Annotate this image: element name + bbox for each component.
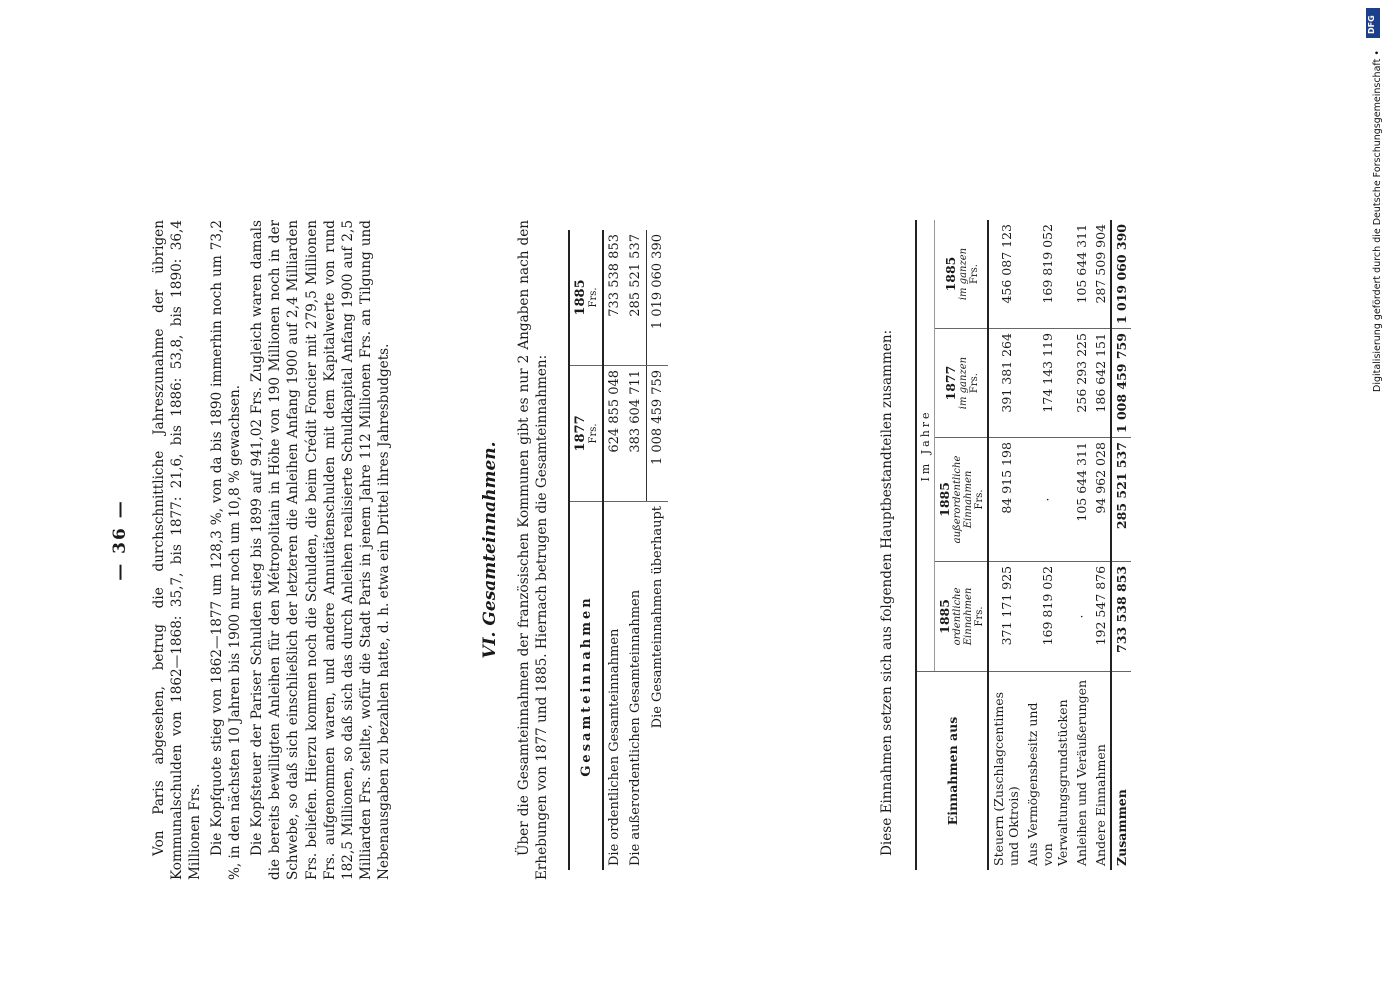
table1-col-label: Gesamteinnahmen <box>569 502 603 871</box>
table2-group-label: Im Jahre <box>916 220 935 672</box>
table-row: Steuern (Zuschlagcentimes und Oktrois) 371 171 925 84 915 198 391 381 264 456 087 123 <box>988 220 1023 870</box>
table-row: Die ordentlichen Gesamteinnahmen 624 855 048 733 538 853 <box>603 230 625 870</box>
table1-header-1877: 1877 Frs. <box>569 365 603 501</box>
table2-col-label: Einnahmen aus <box>916 672 988 871</box>
page-number-header: — 36 — <box>110 499 130 581</box>
table-row: Aus Vermögensbesitz und von Verwaltungsgrundstücken 169 819 052 · 174 143 119 169 819 052 <box>1023 220 1072 870</box>
table-row: Andere Einnahmen 192 547 876 94 962 028 186 642 151 287 509 904 <box>1091 220 1111 870</box>
paragraph-1: Von Paris abgesehen, betrug die durchschnittliche Jahreszunahme der übrigen Kommunalschulden von 1862—1868: 35,7, bis 1877: 21,6, bis 1886: 53,8, bis 1890: 36,4 Millionen Frs. <box>151 220 204 880</box>
paragraph-3: Die Kopfsteuer der Pariser Schulden stieg bis 1899 auf 941,02 Frs. Zugleich waren damals die bereits bewilligten Anleihen für den Métropolitain in Höhe von 190 Millionen noch in der Schwebe, so daß sich einschließlich der letzteren die Anleihen Anfang 1900 auf 2,4 Milliarden Frs. beliefen. Hierzu kommen noch die Schulden, die beim Crédit Foncier mit 279,5 Millionen Frs. aufgenommen waren, und andere Annuitätenschulden mit dem Kapitalwerte von rund 182,5 Millionen, so daß sich das durch Anleihen realisierte Schuldkapital Anfang 1900 auf 2,5 Milliarden Frs. stellte, wofür die Stadt Paris in jenem Jahre 112 Millionen Frs. an Tilgung und Nebenausgaben zu bezahlen hatte, d. h. etwa ein Drittel ihres Jahresbudgets. <box>249 220 393 880</box>
dfg-logo: DFG <box>1366 8 1380 38</box>
revenue-breakdown-table <box>915 220 1131 870</box>
scanned-page <box>110 200 1240 880</box>
table-row: Die außerordentlichen Gesamteinnahmen 383 604 711 285 521 537 <box>625 230 647 870</box>
table2-col-header: 1885 im ganzen Frs. <box>935 220 989 329</box>
section-intro: Über die Gesamteinnahmen der französischen Kommunen gibt es nur 2 Angaben nach den Erhebungen von 1877 und 1885. Hiernach betrugen die Gesamteinnahmen: <box>516 220 551 880</box>
table-total-row: Zusammen 733 538 853 285 521 537 1 008 459 759 1 019 060 390 <box>1111 220 1131 870</box>
table2-col-header: 1885 außerordentliche Einnahmen Frs. <box>935 438 989 562</box>
table1-header-1885: 1885 Frs. <box>569 230 603 365</box>
paragraph-2: Die Kopfquote stieg von 1862—1877 um 128,3 %, von da bis 1890 immerhin noch um 73,2 %, in den nächsten 10 Jahren bis 1900 nur noch um 10,8 % gewachsen. <box>209 220 244 880</box>
table-row: Anleihen und Veräußerungen · 105 644 311 256 293 225 105 644 311 <box>1072 220 1091 870</box>
table2-col-header: 1877 im ganzen Frs. <box>935 329 989 438</box>
table2-col-header: 1885 ordentliche Einnahmen Frs. <box>935 561 989 671</box>
digitization-credit: Digitalisierung gefördert durch die Deutsche Forschungsgemeinschaft • <box>1372 50 1383 392</box>
section-heading: VI. Gesamteinnahmen. <box>480 441 500 659</box>
table-row: Die Gesamteinnahmen überhaupt 1 008 459 759 1 019 060 390 <box>647 230 669 870</box>
revenue-summary-table <box>568 230 668 870</box>
table2-intro: Diese Einnahmen setzen sich aus folgenden Hauptbestandteilen zusammen: <box>879 329 895 856</box>
